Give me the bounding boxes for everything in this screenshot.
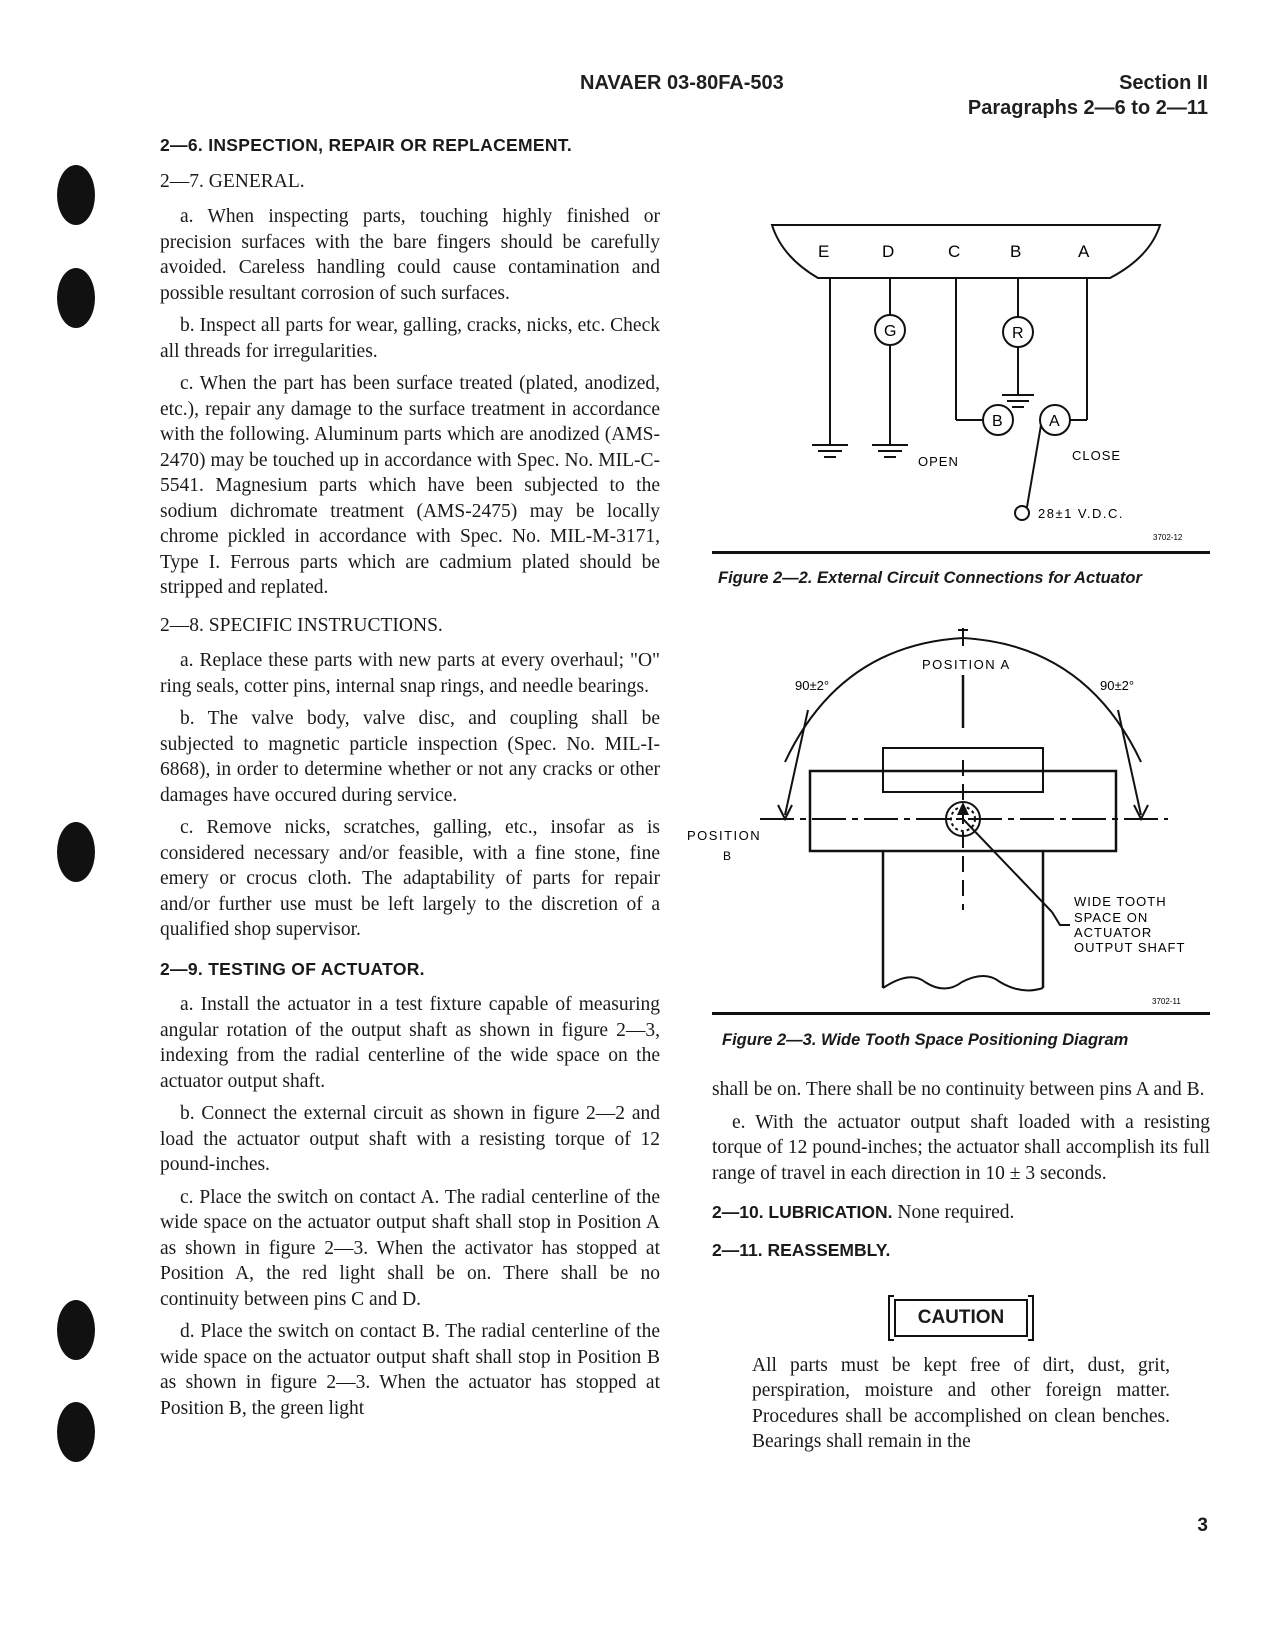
- section-label: Section II: [1119, 72, 1208, 94]
- contact-a-label: A: [1049, 413, 1060, 430]
- heading-2-10-line: [712, 1200, 1210, 1226]
- power-supply-label: 28±1 V.D.C.: [1038, 506, 1125, 521]
- green-lamp-label: G: [884, 323, 897, 340]
- paragraph-range: Paragraphs 2—6 to 2—11: [967, 97, 1208, 119]
- heading-2-6: 2—6. INSPECTION, REPAIR OR REPLACEMENT.: [160, 135, 572, 155]
- open-label: OPEN: [918, 454, 959, 469]
- figure-2-3-caption: Figure 2—3. Wide Tooth Space Positioning Diagram: [722, 1031, 1129, 1049]
- caution-container: [712, 1299, 1210, 1337]
- heading-2-7: 2—7. GENERAL.: [160, 170, 305, 192]
- red-lamp-label: R: [1012, 325, 1024, 342]
- paragraph-2-8-a: a. Replace these parts with new parts at every overhaul; "O" ring seals, cotter pins, internal snap rings, and needle bearings.: [160, 650, 660, 697]
- paragraph-2-9-d: d. Place the switch on contact B. The radial centerline of the wide space on the actuator output shaft shall stop in Position B as shown in figure 2—3. When the actuator has stopped at Position B, the green light: [160, 1321, 660, 1419]
- heading-2-8: 2—8. SPECIFIC INSTRUCTIONS.: [160, 614, 443, 636]
- pin-c-label: C: [948, 242, 961, 261]
- angle-left-label: 90±2°: [795, 678, 830, 693]
- paragraph-2-8-c: c. Remove nicks, scratches, galling, etc., insofar as is considered necessary and/or feasible, with a fine stone, fine emery or crocus cloth. The adaptability of parts for repair and/or further use must be left largely to the discretion of a qualified shop supervisor.: [160, 817, 660, 940]
- pin-e-label: E: [818, 242, 830, 261]
- binder-hole: [57, 1300, 95, 1360]
- pin-b-label: B: [1010, 242, 1022, 261]
- lubrication-text: None required.: [897, 1202, 1015, 1223]
- callout-line3: ACTUATOR: [1074, 925, 1153, 940]
- binder-hole: [57, 822, 95, 882]
- figure-code: 3702-11: [1152, 997, 1181, 1006]
- paragraph-2-9-b: b. Connect the external circuit as shown in figure 2—2 and load the actuator output shaft with a resisting torque of 12 pound-inches.: [160, 1103, 660, 1175]
- pin-a-label: A: [1078, 242, 1090, 261]
- paragraph-2-8-b: b. The valve body, valve disc, and coupling shall be subjected to magnetic particle inspection (Spec. No. MIL-I-6868), in order to determine whether or not any cracks or other damages have occured during service.: [160, 708, 660, 806]
- paragraph-2-9-c: c. Place the switch on contact A. The radial centerline of the wide space on the actuator output shaft shall stop in Position A as shown in figure 2—3. When the activator has stopped at Position A, the red light shall be on. There shall be no continuity between pins C and D.: [160, 1186, 660, 1310]
- doc-number: NAVAER 03-80FA-503: [580, 72, 784, 94]
- right-column: [712, 1077, 1210, 1462]
- callout-line1: WIDE TOOTH: [1074, 894, 1167, 909]
- left-column: [160, 133, 660, 1428]
- position-a-label: POSITION A: [922, 657, 1011, 672]
- contact-b-label: B: [992, 413, 1003, 430]
- binder-hole: [57, 268, 95, 328]
- figure-2-2-rule: [712, 551, 1210, 554]
- paragraph-2-9-d-continued: shall be on. There shall be no continuity between pins A and B.: [712, 1079, 1205, 1100]
- paragraph-2-7-c: c. When the part has been surface treated (plated, anodized, etc.), repair any damage to the surface treatment in accordance with the following. Aluminum parts which are anodized (AMS-2470) may be touched up in accordance with Spec. No. MIL-C-5541. Magnesium parts which have been subjected to the sodium dichromate treatment (AMS-2475) may be locally chrome pickled in accordance with Spec. No. MIL-M-3171, Type I. Ferrous parts which are cadmium plated should be stripped and replated.: [160, 373, 660, 598]
- position-b-label-line2: B: [723, 849, 732, 863]
- caution-label: CAUTION: [894, 1299, 1029, 1337]
- paragraph-2-9-a: a. Install the actuator in a test fixture capable of measuring angular rotation of the output shaft as shown in figure 2—3, indexing from the radial centerline of the wide space on the actuator output shaft.: [160, 994, 660, 1092]
- heading-2-9: 2—9. TESTING OF ACTUATOR.: [160, 958, 425, 979]
- close-label: CLOSE: [1072, 448, 1122, 463]
- callout-line4: OUTPUT SHAFT: [1074, 940, 1186, 955]
- paragraph-2-7-b: b. Inspect all parts for wear, galling, cracks, nicks, etc. Check all threads for irregularities.: [160, 315, 660, 362]
- figure-2-3-rule: [712, 1012, 1210, 1015]
- callout-line2: SPACE ON: [1074, 910, 1149, 925]
- paragraph-2-7-a: a. When inspecting parts, touching highly finished or precision surfaces with the bare fingers should be carefully avoided. Careless handling could cause contamination and possible resultant corrosion of such surfaces.: [160, 206, 660, 304]
- paragraph-2-9-e: e. With the actuator output shaft loaded with a resisting torque of 12 pound-inches; the actuator shall accomplish its full range of travel in each direction in 10 ± 3 seconds.: [712, 1111, 1210, 1184]
- heading-2-11: 2—11. REASSEMBLY.: [712, 1239, 891, 1260]
- page-number: 3: [1197, 1515, 1208, 1536]
- binder-hole: [57, 165, 95, 225]
- binder-hole: [57, 1402, 95, 1462]
- figure-2-3-positioning-diagram: [687, 620, 1220, 1012]
- figure-2-2-caption: Figure 2—2. External Circuit Connections for Actuator: [718, 569, 1142, 587]
- heading-2-10: 2—10. LUBRICATION.: [712, 1202, 893, 1222]
- figure-2-2-circuit-diagram: [700, 215, 1220, 555]
- position-b-label-line1: POSITION: [687, 828, 762, 843]
- figure-code: 3702-12: [1153, 533, 1183, 542]
- pin-d-label: D: [882, 242, 895, 261]
- angle-right-label: 90±2°: [1100, 678, 1135, 693]
- caution-text: All parts must be kept free of dirt, dust, grit, perspiration, moisture and other foreign matter. Procedures shall be accomplished on clean benches. Bearings shall remain in the: [752, 1354, 1170, 1452]
